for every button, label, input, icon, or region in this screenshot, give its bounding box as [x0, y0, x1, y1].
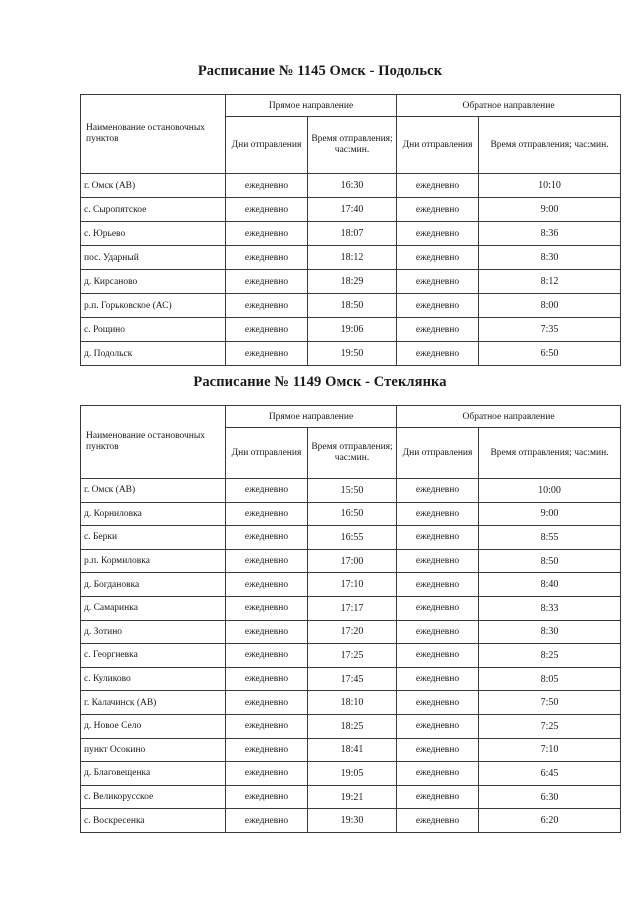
forward-days-cell: ежедневно	[226, 667, 308, 691]
forward-time-header: Время отправления; час:мин.	[308, 117, 397, 174]
backward-days-cell: ежедневно	[397, 318, 479, 342]
forward-time-cell: 17:40	[308, 198, 397, 222]
backward-time-cell: 8:25	[479, 644, 621, 668]
stop-name-cell: пункт Осокино	[81, 738, 226, 762]
forward-days-cell: ежедневно	[226, 222, 308, 246]
backward-time-cell: 10:10	[479, 174, 621, 198]
backward-time-cell: 6:20	[479, 809, 621, 833]
forward-days-cell: ежедневно	[226, 342, 308, 366]
forward-days-cell: ежедневно	[226, 596, 308, 620]
stop-name-cell: с. Берки	[81, 526, 226, 550]
schedule-1149-table	[80, 405, 621, 833]
stop-name-cell: с. Сыропятское	[81, 198, 226, 222]
forward-days-cell: ежедневно	[226, 762, 308, 786]
stop-name-cell: д. Зотино	[81, 620, 226, 644]
stop-name-cell: д. Корниловка	[81, 502, 226, 526]
backward-days-cell: ежедневно	[397, 549, 479, 573]
backward-days-cell: ежедневно	[397, 222, 479, 246]
table-row	[81, 620, 621, 644]
forward-time-cell: 18:07	[308, 222, 397, 246]
forward-days-cell: ежедневно	[226, 318, 308, 342]
forward-time-cell: 17:00	[308, 549, 397, 573]
backward-days-cell: ежедневно	[397, 479, 479, 503]
backward-time-cell: 9:00	[479, 198, 621, 222]
table-row	[81, 573, 621, 597]
backward-days-cell: ежедневно	[397, 294, 479, 318]
forward-days-cell: ежедневно	[226, 785, 308, 809]
stops-column-header: Наименование остановочных пунктов	[81, 406, 226, 479]
forward-days-cell: ежедневно	[226, 809, 308, 833]
forward-direction-header: Прямое направление	[226, 95, 397, 117]
forward-time-cell: 18:10	[308, 691, 397, 715]
stop-name-cell: г. Омск (АВ)	[81, 479, 226, 503]
backward-days-cell: ежедневно	[397, 270, 479, 294]
stop-name-cell: д. Богдановка	[81, 573, 226, 597]
stop-name-cell: д. Благовещенка	[81, 762, 226, 786]
forward-days-cell: ежедневно	[226, 573, 308, 597]
backward-days-cell: ежедневно	[397, 691, 479, 715]
table-row	[81, 246, 621, 270]
forward-time-cell: 19:50	[308, 342, 397, 366]
forward-days-cell: ежедневно	[226, 526, 308, 550]
backward-days-cell: ежедневно	[397, 174, 479, 198]
table-row	[81, 644, 621, 668]
forward-days-cell: ежедневно	[226, 691, 308, 715]
stop-name-cell: д. Самаринка	[81, 596, 226, 620]
backward-days-cell: ежедневно	[397, 198, 479, 222]
table-row	[81, 714, 621, 738]
table-row	[81, 738, 621, 762]
forward-days-cell: ежедневно	[226, 738, 308, 762]
backward-days-cell: ежедневно	[397, 738, 479, 762]
schedule-1145-table	[80, 94, 621, 366]
table-row	[81, 174, 621, 198]
forward-time-header: Время отправления; час:мин.	[308, 428, 397, 479]
backward-days-cell: ежедневно	[397, 667, 479, 691]
stops-column-header: Наименование остановочных пунктов	[81, 95, 226, 174]
stop-name-cell: с. Куликово	[81, 667, 226, 691]
stop-name-cell: г. Омск (АВ)	[81, 174, 226, 198]
backward-time-cell: 8:00	[479, 294, 621, 318]
backward-days-cell: ежедневно	[397, 502, 479, 526]
forward-days-cell: ежедневно	[226, 294, 308, 318]
stop-name-cell: д. Кирсаново	[81, 270, 226, 294]
backward-days-cell: ежедневно	[397, 644, 479, 668]
backward-days-cell: ежедневно	[397, 526, 479, 550]
backward-time-cell: 8:05	[479, 667, 621, 691]
forward-time-cell: 17:20	[308, 620, 397, 644]
forward-days-cell: ежедневно	[226, 270, 308, 294]
backward-time-cell: 9:00	[479, 502, 621, 526]
table-row	[81, 270, 621, 294]
forward-days-cell: ежедневно	[226, 198, 308, 222]
backward-time-cell: 8:30	[479, 620, 621, 644]
stop-name-cell: с. Юрьево	[81, 222, 226, 246]
table-row	[81, 667, 621, 691]
backward-time-cell: 8:40	[479, 573, 621, 597]
forward-time-cell: 16:55	[308, 526, 397, 550]
backward-time-header: Время отправления; час:мин.	[479, 428, 621, 479]
backward-days-cell: ежедневно	[397, 573, 479, 597]
backward-days-cell: ежедневно	[397, 246, 479, 270]
backward-direction-header: Обратное направление	[397, 95, 621, 117]
stop-name-cell: с. Воскресенка	[81, 809, 226, 833]
forward-days-cell: ежедневно	[226, 714, 308, 738]
backward-time-cell: 8:50	[479, 549, 621, 573]
stop-name-cell: пос. Ударный	[81, 246, 226, 270]
stop-name-cell: д. Подольск	[81, 342, 226, 366]
backward-time-cell: 7:10	[479, 738, 621, 762]
table-row	[81, 502, 621, 526]
forward-time-cell: 19:30	[308, 809, 397, 833]
backward-days-cell: ежедневно	[397, 762, 479, 786]
backward-time-cell: 6:30	[479, 785, 621, 809]
forward-days-cell: ежедневно	[226, 246, 308, 270]
forward-direction-header: Прямое направление	[226, 406, 397, 428]
forward-days-header: Дни отправления	[226, 117, 308, 174]
forward-time-cell: 18:29	[308, 270, 397, 294]
forward-time-cell: 16:30	[308, 174, 397, 198]
table-row	[81, 479, 621, 503]
schedule-1149-title: Расписание № 1149 Омск - Стеклянка	[193, 374, 447, 390]
table-row	[81, 785, 621, 809]
stop-name-cell: с. Великорусское	[81, 785, 226, 809]
backward-time-cell: 8:33	[479, 596, 621, 620]
forward-days-header: Дни отправления	[226, 428, 308, 479]
table-row	[81, 294, 621, 318]
forward-time-cell: 18:25	[308, 714, 397, 738]
backward-days-cell: ежедневно	[397, 596, 479, 620]
stop-name-cell: д. Новое Село	[81, 714, 226, 738]
table-row	[81, 549, 621, 573]
stop-name-cell: р.п. Кормиловка	[81, 549, 226, 573]
forward-time-cell: 18:41	[308, 738, 397, 762]
forward-time-cell: 19:21	[308, 785, 397, 809]
table-row	[81, 809, 621, 833]
backward-time-cell: 7:50	[479, 691, 621, 715]
forward-time-cell: 16:50	[308, 502, 397, 526]
backward-days-cell: ежедневно	[397, 714, 479, 738]
forward-days-cell: ежедневно	[226, 644, 308, 668]
backward-time-cell: 6:50	[479, 342, 621, 366]
table-row	[81, 762, 621, 786]
stop-name-cell: р.п. Горьковское (АС)	[81, 294, 226, 318]
forward-days-cell: ежедневно	[226, 502, 308, 526]
forward-time-cell: 17:10	[308, 573, 397, 597]
backward-time-header: Время отправления; час:мин.	[479, 117, 621, 174]
backward-time-cell: 7:35	[479, 318, 621, 342]
backward-days-cell: ежедневно	[397, 620, 479, 644]
table-row	[81, 342, 621, 366]
forward-days-cell: ежедневно	[226, 549, 308, 573]
backward-time-cell: 8:36	[479, 222, 621, 246]
forward-days-cell: ежедневно	[226, 174, 308, 198]
forward-time-cell: 17:45	[308, 667, 397, 691]
forward-time-cell: 18:50	[308, 294, 397, 318]
table-row	[81, 318, 621, 342]
forward-days-cell: ежедневно	[226, 620, 308, 644]
backward-time-cell: 8:12	[479, 270, 621, 294]
table-row	[81, 526, 621, 550]
backward-days-header: Дни отправления	[397, 117, 479, 174]
schedule-1145-title: Расписание № 1145 Омск - Подольск	[197, 63, 443, 79]
forward-time-cell: 19:06	[308, 318, 397, 342]
forward-time-cell: 19:05	[308, 762, 397, 786]
table-row	[81, 222, 621, 246]
table-row	[81, 198, 621, 222]
forward-days-cell: ежедневно	[226, 479, 308, 503]
stop-name-cell: с. Рощино	[81, 318, 226, 342]
backward-days-header: Дни отправления	[397, 428, 479, 479]
backward-direction-header: Обратное направление	[397, 406, 621, 428]
backward-time-cell: 6:45	[479, 762, 621, 786]
table-row	[81, 691, 621, 715]
schedule-1145-rows	[81, 174, 621, 366]
table-row	[81, 596, 621, 620]
stop-name-cell: с. Георгиевка	[81, 644, 226, 668]
schedule-1149-rows	[81, 479, 621, 833]
backward-time-cell: 7:25	[479, 714, 621, 738]
backward-days-cell: ежедневно	[397, 342, 479, 366]
forward-time-cell: 18:12	[308, 246, 397, 270]
forward-time-cell: 17:17	[308, 596, 397, 620]
backward-time-cell: 10:00	[479, 479, 621, 503]
forward-time-cell: 15:50	[308, 479, 397, 503]
backward-time-cell: 8:55	[479, 526, 621, 550]
stop-name-cell: г. Калачинск (АВ)	[81, 691, 226, 715]
backward-days-cell: ежедневно	[397, 809, 479, 833]
forward-time-cell: 17:25	[308, 644, 397, 668]
backward-days-cell: ежедневно	[397, 785, 479, 809]
backward-time-cell: 8:30	[479, 246, 621, 270]
